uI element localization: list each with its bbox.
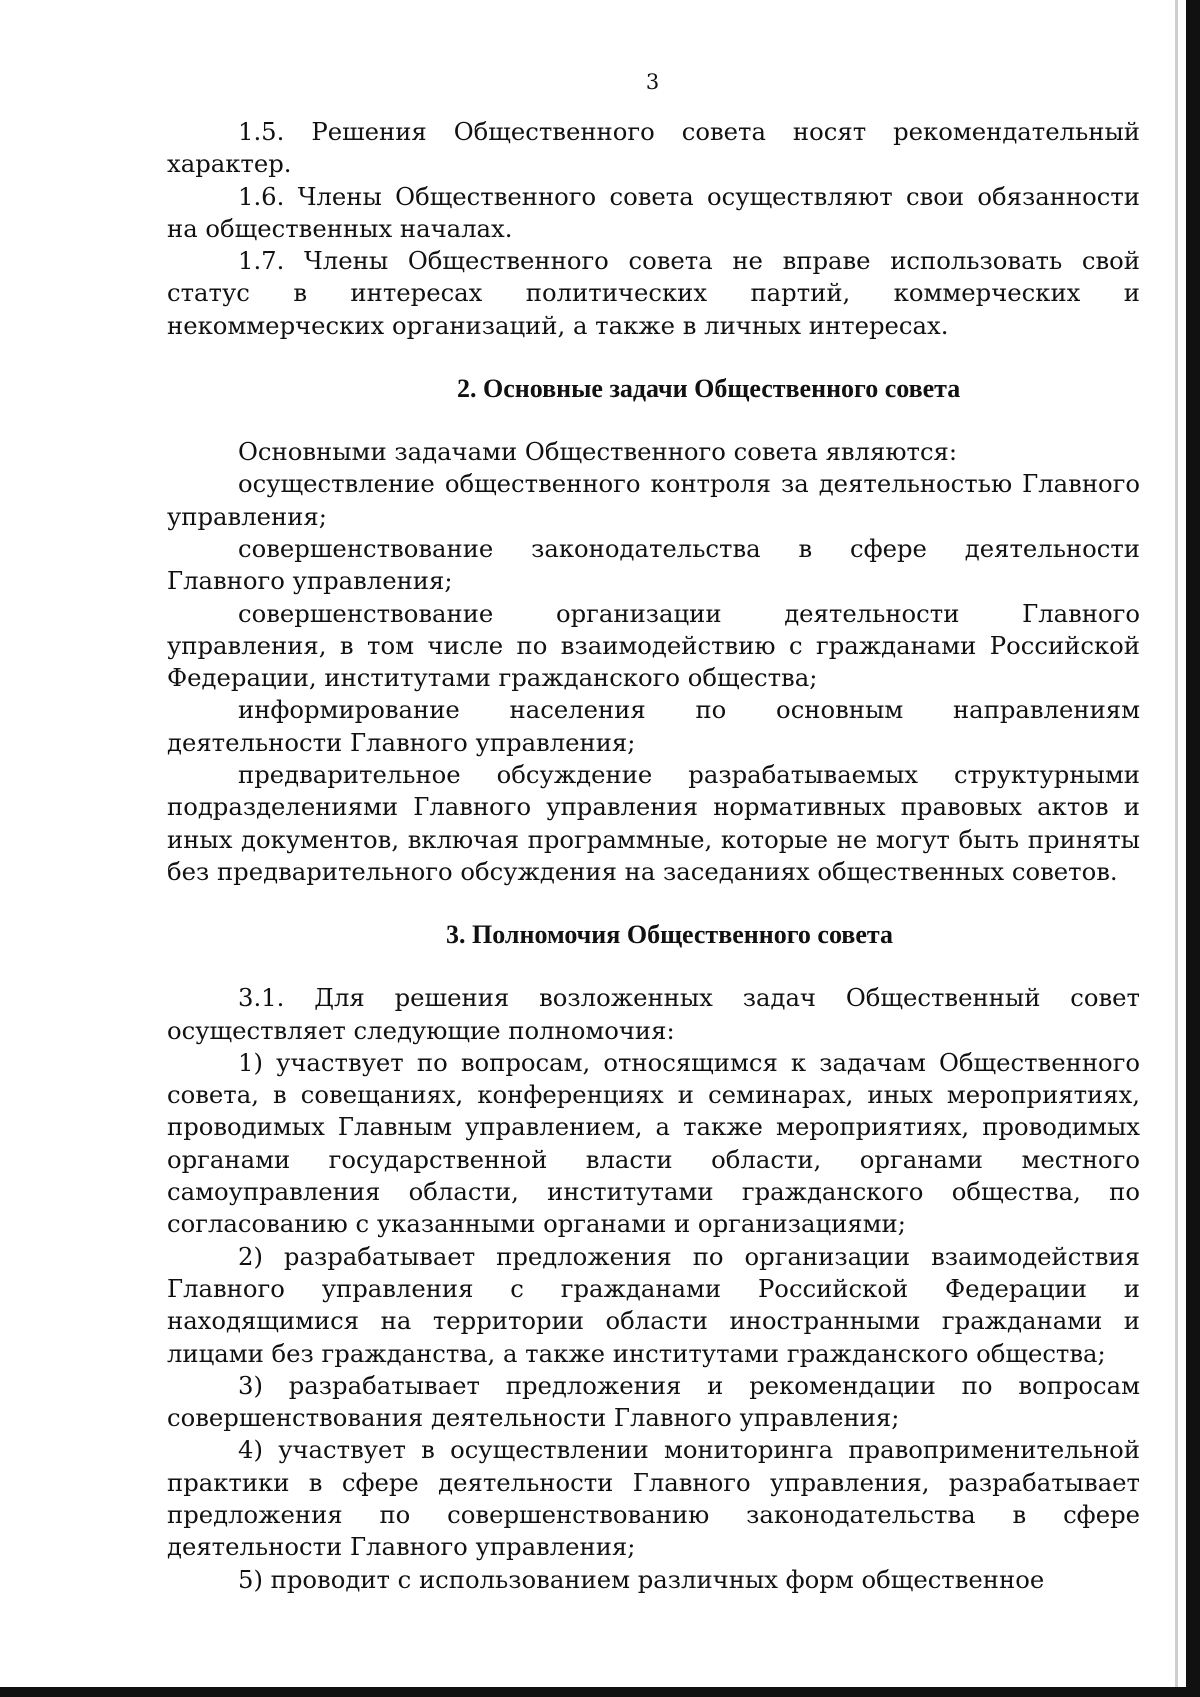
task-item: осуществление общественного контроля за деятельностью Главного управления; (167, 469, 1140, 531)
task-item: информирование населения по основным направлениям деятельности Главного управления; (167, 695, 1140, 757)
scan-edge-inner (1175, 0, 1178, 1697)
task-item: совершенствование законодательства в сфере деятельности Главного управления; (167, 533, 1140, 596)
section-3-heading: 3. Полномочия Общественного совета (446, 920, 893, 950)
scan-edge-bottom (0, 1687, 1200, 1697)
paragraph-1-7: 1.7. Члены Общественного совета не вправе использовать свой статус в интересах политических партий, коммерческих и некоммерческих организаций, а также в личных интересах. (167, 246, 1140, 340)
scan-edge-right (1186, 0, 1200, 1697)
power-item: 5) проводит с использованием различных форм общественное (238, 1564, 1045, 1594)
task-item: предварительное обсуждение разрабатываемых структурными подразделениями Главного управления нормативных правовых актов и иных документов, включая программные, которые не могут быть приняты без предварительного обсуждения на заседаниях общественных советов. (167, 760, 1140, 886)
document-body (167, 116, 1140, 1596)
power-item: 4) участвует в осуществлении мониторинга правоприменительной практики в сфере деятельности Главного управления, разрабатывает предложения по совершенствованию законодательства в сфере деятельности Главного управления; (167, 1435, 1140, 1562)
section-2-intro: Основными задачами Общественного совета являются: (238, 437, 958, 467)
paragraph-1-5: 1.5. Решения Общественного совета носят рекомендательный характер. (167, 117, 1140, 179)
power-item: 3) разрабатывает предложения и рекомендации по вопросам совершенствования деятельности Главного управления; (167, 1370, 1140, 1433)
page-number: 3 (645, 70, 660, 94)
power-item: 1) участвует по вопросам, относящимся к задачам Общественного совета, в совещаниях, конференциях и семинарах, иных мероприятиях, проводимых Главным управлением, а также мероприятиях, проводимых органами государственной власти области, органами местного самоуправления области, институтами гражданского общества, по согласованию с указанными органами и организациями; (167, 1047, 1140, 1239)
paragraph-3-1: 3.1. Для решения возложенных задач Общественный совет осуществляет следующие полномочия: (167, 983, 1140, 1045)
paragraph-1-6: 1.6. Члены Общественного совета осуществляют свои обязанности на общественных началах. (167, 181, 1140, 243)
section-2-heading: 2. Основные задачи Общественного совета (457, 374, 961, 404)
task-item: совершенствование организации деятельности Главного управления, в том числе по взаимодействию с гражданами Российской Федерации, институтами гражданского общества; (167, 598, 1140, 693)
power-item: 2) разрабатывает предложения по организации взаимодействия Главного управления с гражданами Российской Федерации и находящимися на территории области иностранными гражданами и лицами без гражданства, а также институтами гражданского общества; (167, 1241, 1140, 1368)
